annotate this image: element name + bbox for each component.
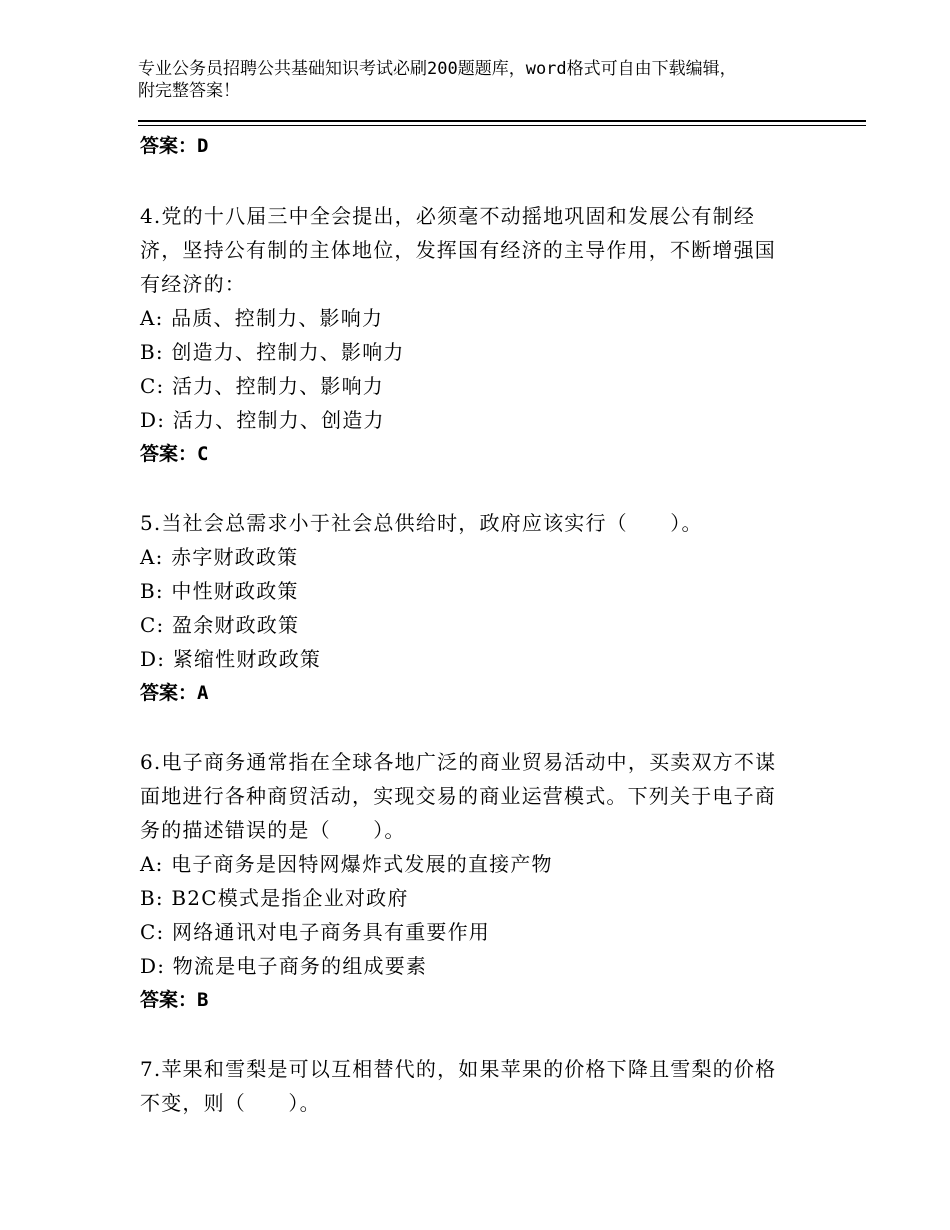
header-line-2: 附完整答案！ <box>138 81 240 101</box>
answer-label: 答案：B <box>140 989 209 1011</box>
option-d: D: 活力、控制力、创造力 <box>140 408 385 432</box>
answer-label: 答案：A <box>140 682 209 704</box>
option-b: B: 创造力、控制力、影响力 <box>140 340 405 364</box>
question-text-line: 7.苹果和雪梨是可以互相替代的，如果苹果的价格下降且雪梨的价格 <box>140 1057 777 1081</box>
answer-label-q3: 答案：D <box>140 135 209 157</box>
option-c: C: 网络通讯对电子商务具有重要作用 <box>140 920 490 944</box>
question-text-line: 务的描述错误的是（ ）。 <box>140 818 406 842</box>
answer-label: 答案：C <box>140 443 209 465</box>
header-rule-thin <box>138 125 866 126</box>
option-c: C: 盈余财政政策 <box>140 613 300 637</box>
question-text-line: 5.当社会总需求小于社会总供给时，政府应该实行（ ）。 <box>140 511 703 535</box>
question-text-line: 有经济的： <box>140 272 246 296</box>
option-d: D: 物流是电子商务的组成要素 <box>140 954 428 978</box>
header-rule-thick <box>138 120 866 122</box>
question-text-line: 4.党的十八届三中全会提出，必须毫不动摇地巩固和发展公有制经 <box>140 204 756 228</box>
option-a: A: 电子商务是因特网爆炸式发展的直接产物 <box>140 852 553 876</box>
option-c: C: 活力、控制力、影响力 <box>140 374 384 398</box>
option-b: B: 中性财政政策 <box>140 579 299 603</box>
question-text-line: 6.电子商务通常指在全球各地广泛的商业贸易活动中，买卖双方不谋 <box>140 750 777 774</box>
option-a: A: 赤字财政政策 <box>140 545 299 569</box>
option-a: A: 品质、控制力、影响力 <box>140 306 384 330</box>
question-text-line: 不变，则（ ）。 <box>140 1091 321 1115</box>
option-b: B: B2C模式是指企业对政府 <box>140 886 409 910</box>
header-line-1: 专业公务员招聘公共基础知识考试必刷200题题库，word格式可自由下载编辑， <box>138 59 737 79</box>
question-text-line: 济，坚持公有制的主体地位，发挥国有经济的主导作用，不断增强国 <box>140 238 776 262</box>
option-d: D: 紧缩性财政政策 <box>140 647 322 671</box>
question-text-line: 面地进行各种商贸活动，实现交易的商业运营模式。下列关于电子商 <box>140 784 776 808</box>
